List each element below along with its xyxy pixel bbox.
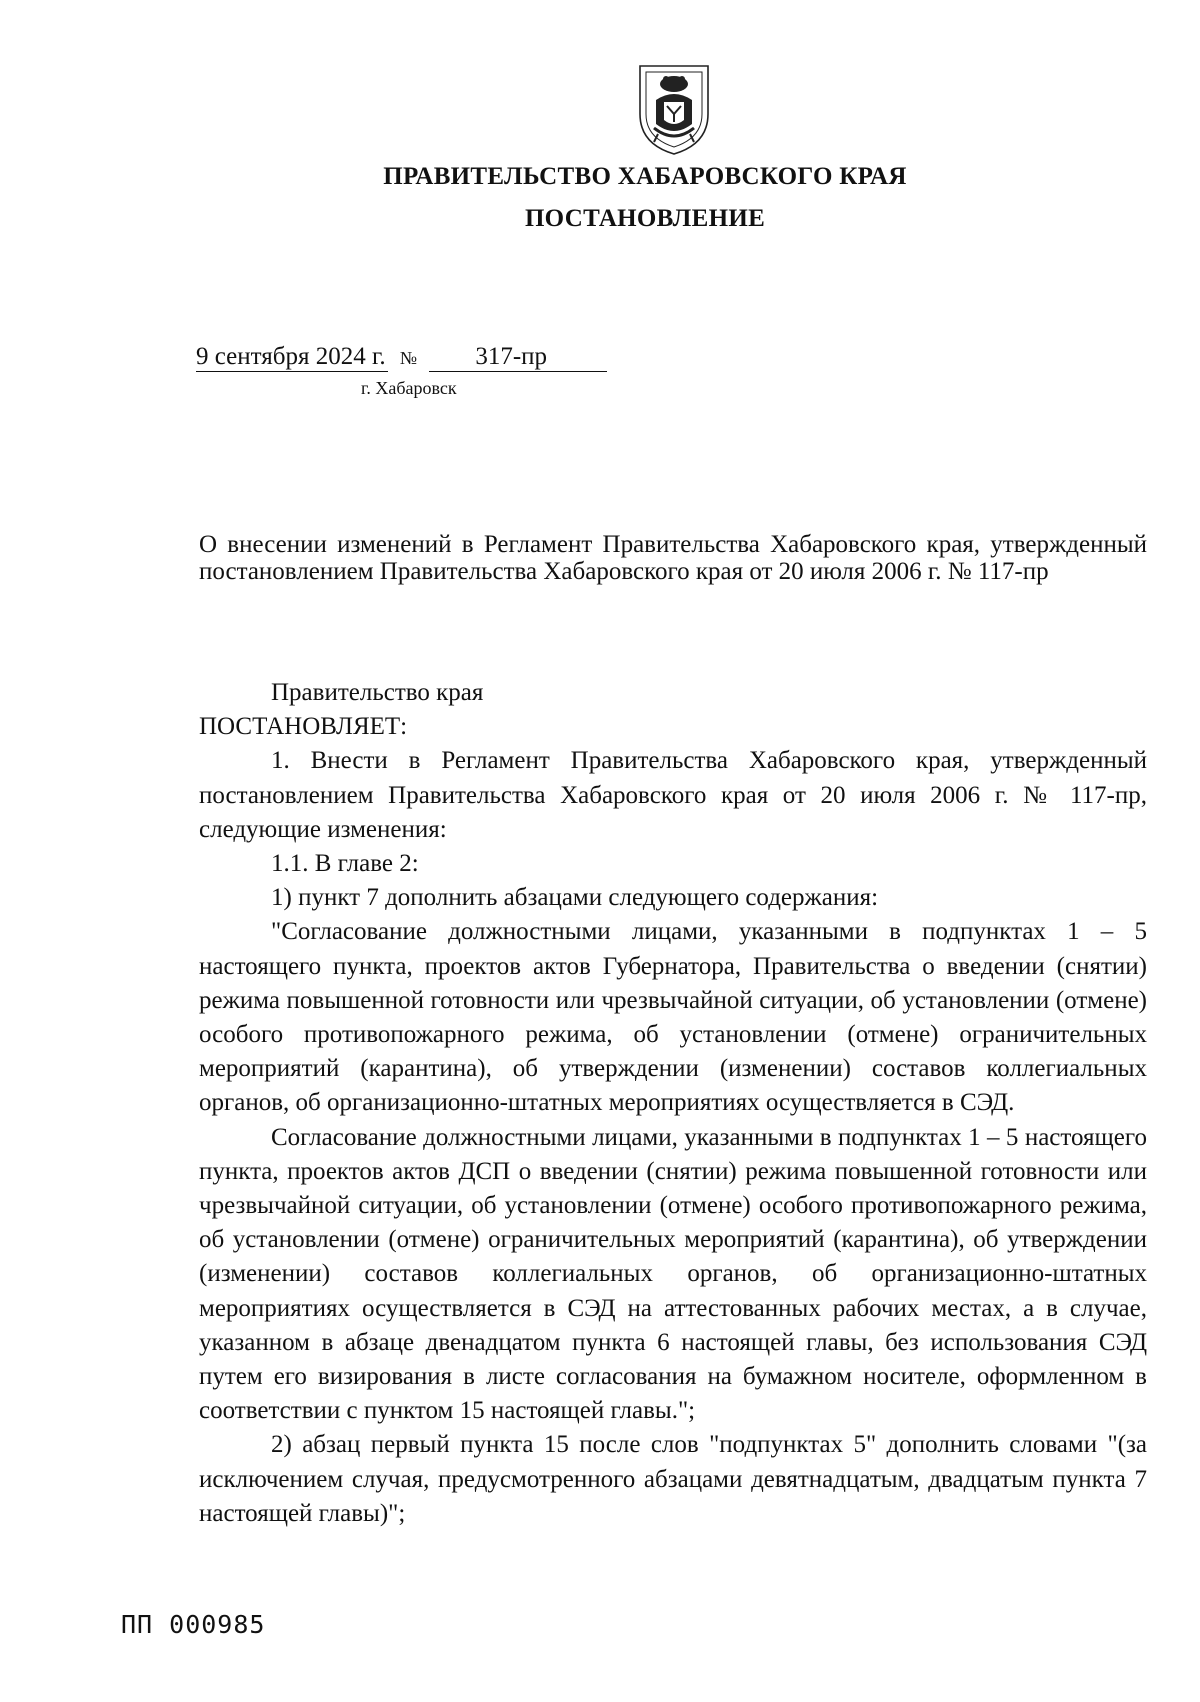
body-paragraph: "Согласование должностными лицами, указанными в подпунктах 1 – 5 настоящего пункта, проектов актов Губернатора, Правительства о введении (снятии) режима повышенной готовности или чрезвычайной ситуации, об установлении (отмене) особого противопожарного режима, об установлении (отмене) ограничительных мероприятий (карантина), об утверждении (изменении) составов коллегиальных органов, об организационно-штатных мероприятиях осуществляется в СЭД.	[199, 918, 1147, 1117]
registration-line	[196, 343, 607, 372]
document-subject: О внесении изменений в Регламент Правительства Хабаровского края, утвержденный постановлением Правительства Хабаровского края от 20 июля 2006 г. № 117-пр	[199, 531, 1147, 585]
document-type: ПОСТАНОВЛЕНИЕ	[524, 205, 766, 232]
body-paragraph: 1.1. В главе 2:	[271, 850, 419, 878]
body-paragraph: 1. Внести в Регламент Правительства Хабаровского края, утвержденный постановлением Правительства Хабаровского края от 20 июля 2006 г. № 117-пр, следующие изменения:	[199, 747, 1147, 843]
body-paragraph: 2) абзац первый пункта 15 после слов "подпунктах 5" дополнить словами "(за исключением случая, предусмотренного абзацами девятнадцатым, двадцатым пункта 7 настоящей главы)";	[199, 1431, 1147, 1527]
body-paragraph: ПОСТАНОВЛЯЕТ:	[199, 713, 408, 741]
organization-name: ПРАВИТЕЛЬСТВО ХАБАРОВСКОГО КРАЯ	[383, 163, 907, 190]
document-header	[0, 163, 1200, 233]
document-city: г. Хабаровск	[361, 378, 457, 398]
document-date: 9 сентября 2024 г.	[196, 343, 386, 370]
number-sign: №	[399, 348, 418, 368]
document-number: 317-пр	[429, 343, 607, 372]
document-serial-number: ПП 000985	[121, 1610, 266, 1639]
document-body	[199, 676, 1147, 1531]
body-paragraph: Согласование должностными лицами, указанными в подпунктах 1 – 5 настоящего пункта, проектов актов ДСП о введении (снятии) режима повышенной готовности или чрезвычайной ситуации, об установлении (отмене) особого противопожарного режима, об установлении (отмене) ограничительных мероприятий (карантина), об утверждении (изменении) составов коллегиальных органов, об организационно-штатных мероприятиях осуществляется в СЭД на аттестованных рабочих местах, а в случае, указанном в абзаце двенадцатом пункта 6 настоящей главы, без использования СЭД путем его визирования в листе согласования на бумажном носителе, оформленном в соответствии с пунктом 15 настоящей главы.";	[199, 1123, 1147, 1425]
khabarovsk-coat-of-arms-icon	[636, 62, 712, 158]
body-paragraph: 1) пункт 7 дополнить абзацами следующего содержания:	[271, 884, 879, 912]
body-paragraph: Правительство края	[271, 679, 484, 706]
